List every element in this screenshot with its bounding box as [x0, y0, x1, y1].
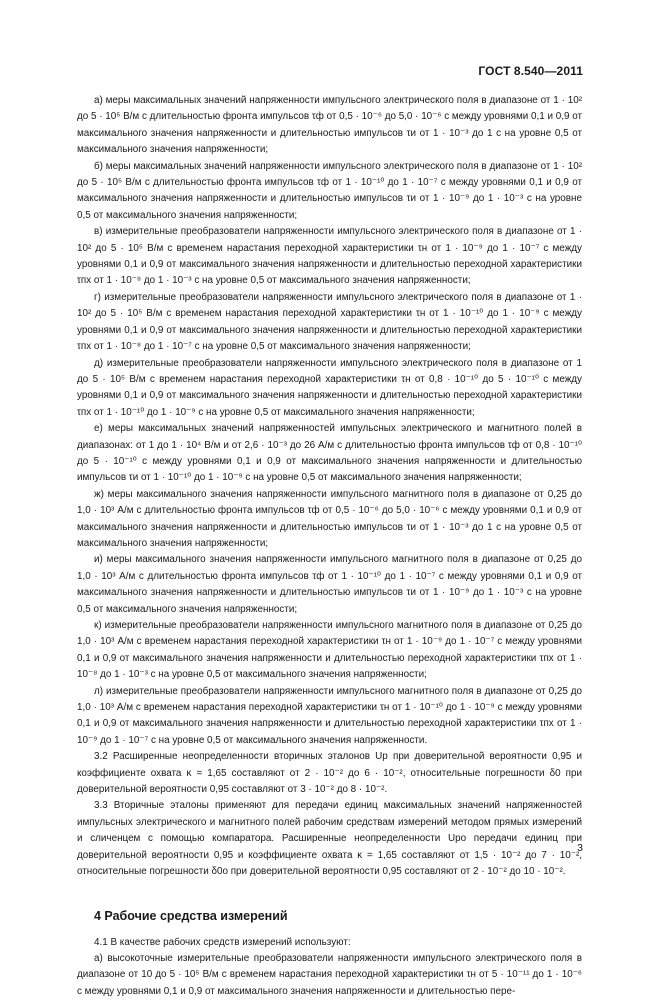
- paragraph-l: л) измерительные преобразователи напряженности импульсного магнитного поля в диапазоне от 0,25 до 1,0 · 10³ А/м с временем нарастания переходной характеристики τн от 1 · 10⁻¹⁰ до 1 · 10⁻⁹ с между уровнями 0,1 и 0,9 от максимального значения напряженности и длительностью переходной характеристики τпх от 1 · 10⁻⁹ до 1 · 10⁻⁷ с на уровне 0,5 от максимального значения напряженности.: [77, 685, 582, 746]
- paragraph-3-2: 3.2 Расширенные неопределенности вторичных эталонов Up при доверительной вероятности 0,95 и коэффициенте охвата κ = 1,65 составляют от 2 · 10⁻² до 6 · 10⁻², относительные погрешности δ0 при доверительной вероятности 0,95 составляют от 3 · 10⁻² до 8 · 10⁻².: [77, 751, 582, 796]
- paragraph-i: и) меры максимального значения напряженности импульсного магнитного поля в диапазоне от 0,25 до 1,0 · 10³ А/м с длительностью фронта импульсов τф от 1 · 10⁻¹⁰ до 1 · 10⁻⁷ с между уровнями 0,1 и 0,9 от максимального значения напряженности и длительностью импульсов τи от 1 · 10⁻⁹ до 1 · 10⁻³ с на уровне 0,5 от максимального значения напряженности;: [77, 554, 582, 615]
- section-heading: 4 Рабочие средства измерений: [94, 908, 288, 923]
- paragraph-a: а) меры максимальных значений напряженности импульсного электрического поля в диапазоне от 1 · 10² до 5 · 10⁵ В/м с длительностью фронта импульсов τф от 0,5 · 10⁻⁶ до 5,0 · 10⁻⁶ с между уровнями 0,1 и 0,9 от максимального значения напряженности и длительностью импульсов τи от 1 · 10⁻³ до 1 с на уровне 0,5 от максимального значения напряженности;: [77, 95, 583, 156]
- paragraph-d: д) измерительные преобразователи напряженности импульсного электрического поля в диапазоне от 1 до 5 · 10⁵ В/м с временем нарастания переходной характеристики τн от 0,8 · 10⁻¹⁰ до 5 · 10⁻¹⁰ с между уровнями 0,1 и 0,9 от максимального значения напряженности и длительностью переходной характеристики τпх от 1 · 10⁻¹⁰ до 1 · 10⁻⁹ с на уровне 0,5 от максимального значения напряженности;: [77, 357, 582, 418]
- paragraph-3-3: 3.3 Вторичные эталоны применяют для передачи единиц максимальных значений напряженностей импульсных электрического и магнитного полей рабочим средствам измерений методом прямых измерений и сличенцем с помощью компаратора. Расширенные неопределенности Upо передачи единиц при доверительной вероятности 0,95 и коэффициенте охвата κ = 1,65 составляют от 1,5 · 10⁻² до 7 · 10⁻², относительные погрешности δ0о при доверительной вероятности 0,95 составляют от 2 · 10⁻² до 10 · 10⁻².: [77, 800, 582, 878]
- paragraph-b: б) меры максимальных значений напряженности импульсного электрического поля в диапазоне от 1 · 10² до 5 · 10⁵ В/м с длительностью фронта импульсов τф от 1 · 10⁻¹⁰ до 1 · 10⁻⁷ с между уровнями 0,1 и 0,9 от максимального значения напряженности и длительностью импульсов τи от 1 · 10⁻⁹ до 1 · 10⁻³ с на уровне 0,5 от максимального значения напряженности;: [77, 160, 582, 221]
- paragraph-e: е) меры максимальных значений напряженностей импульсных электрического и магнитного полей в диапазонах: от 1 до 1 · 10⁴ В/м и от 2,6 · 10⁻³ до 26 А/м с длительностью фронта импульсов τф от 0,8 · 10⁻¹⁰ до 5 · 10⁻¹⁰ с между уровнями 0,1 и 0,9 от максимального значения напряженности и длительностью импульсов τи от 1 · 10⁻¹⁰ до 1 · 10⁻⁹ с на уровне 0,5 от максимального значения напряженности;: [77, 423, 582, 484]
- page-number: 3: [577, 842, 583, 854]
- paragraph-zh: ж) меры максимального значения напряженности импульсного магнитного поля в диапазоне от 0,25 до 1,0 · 10³ А/м с длительностью фронта импульсов τф от 0,5 · 10⁻⁶ до 5,0 · 10⁻⁶ с между уровнями 0,1 и 0,9 от максимального значения напряженности и длительностью импульсов τи от 1 · 10⁻³ до 1 с на уровне 0,5 от максимального значения напряженности;: [77, 488, 582, 549]
- paragraph-k: к) измерительные преобразователи напряженности импульсного магнитного поля в диапазоне от 0,25 до 1,0 · 10³ А/м с временем нарастания переходной характеристики τн от 1 · 10⁻⁹ до 1 · 10⁻⁷ с между уровнями 0,1 и 0,9 от максимального значения напряженности и длительностью переходной характеристики τпх от 1 · 10⁻⁸ до 1 · 10⁻³ с на уровне 0,5 от максимального значения напряженности;: [77, 620, 582, 681]
- document-id: ГОСТ 8.540—2011: [478, 64, 583, 78]
- paragraph-v: в) измерительные преобразователи напряженности импульсного электрического поля в диапазоне от 1 · 10² до 5 · 10⁵ В/м с временем нарастания переходной характеристики τн от 1 · 10⁻⁹ до 1 · 10⁻⁷ с между уровнями 0,1 и 0,9 от максимального значения напряженности и длительностью переходной характеристики τпх от 1 · 10⁻⁸ до 1 · 10⁻³ с на уровне 0,5 от максимального значения напряженности;: [77, 226, 582, 287]
- paragraph-g: г) измерительные преобразователи напряженности импульсного электрического поля в диапазоне от 1 · 10² до 5 · 10⁵ В/м с временем нарастания переходной характеристики τн от 1 · 10⁻¹⁰ до 1 · 10⁻⁹ с между уровнями 0,1 и 0,9 от максимального значения напряженности и длительностью переходной характеристики τпх от 1 · 10⁻⁸ до 1 · 10⁻⁷ с на уровне 0,5 от максимального значения напряженности;: [77, 291, 582, 353]
- document-body: [77, 93, 582, 1000]
- paragraph-4-1-a: а) высокоточные измерительные преобразователи напряженности импульсного электрического поля в диапазоне от 10 до 5 · 10⁵ В/м с временем нарастания переходной характеристики τн от 5 · 10⁻¹¹ до 1 · 10⁻⁶ с между уровнями 0,1 и 0,9 от максимального значения напряженности и длительностью пере-: [77, 952, 582, 997]
- paragraph-4-1: 4.1 В качестве рабочих средств измерений используют:: [94, 936, 351, 948]
